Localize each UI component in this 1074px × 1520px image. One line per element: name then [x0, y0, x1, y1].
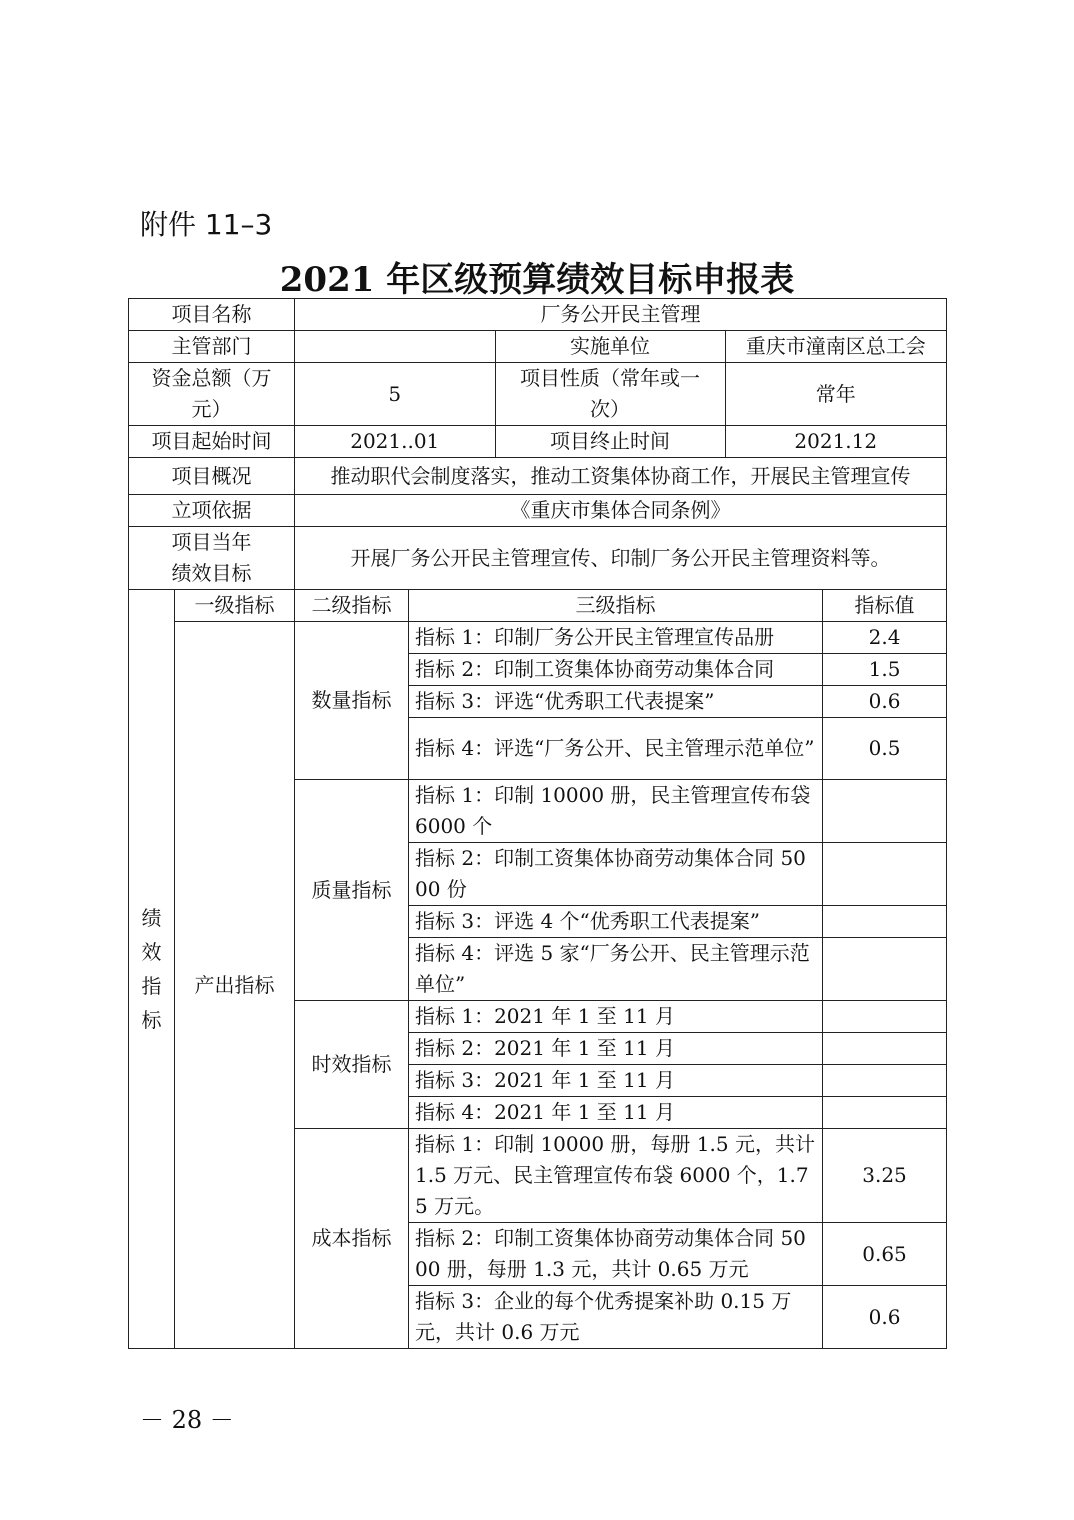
indicator-value	[823, 780, 947, 843]
goal-label: 项目当年绩效目标	[129, 527, 295, 590]
overview-label: 项目概况	[129, 458, 295, 495]
group-quality: 质量指标	[295, 780, 409, 1001]
end-label: 项目终止时间	[495, 426, 725, 457]
header-level3: 三级指标	[409, 590, 823, 622]
indicator-text: 指标 3：评选“优秀职工代表提案”	[409, 686, 823, 718]
indicator-text: 指标 2：印制工资集体协商劳动集体合同	[409, 654, 823, 686]
document-title: 2021 年区级预算绩效目标申报表	[279, 260, 795, 300]
header-value: 指标值	[823, 590, 947, 622]
indicator-text: 指标 2：印制工资集体协商劳动集体合同 5000 册，每册 1.3 元，共计 0.65 万元	[409, 1223, 823, 1286]
indicator-value: 0.6	[823, 1286, 947, 1349]
fund-value: 5	[295, 363, 495, 425]
nature-label: 项目性质（常年或一次）	[495, 363, 725, 425]
start-value: 2021..01	[295, 426, 495, 457]
nature-value: 常年	[725, 363, 946, 425]
indicator-text: 指标 1：印制厂务公开民主管理宣传品册	[409, 622, 823, 654]
indicator-text: 指标 4：评选 5 家“厂务公开、民主管理示范单位”	[409, 938, 823, 1001]
header-level1: 一级指标	[175, 590, 295, 622]
overview-value: 推动职代会制度落实，推动工资集体协商工作，开展民主管理宣传	[295, 458, 947, 495]
indicator-text: 指标 4：2021 年 1 至 11 月	[409, 1097, 823, 1129]
section-char: 指	[141, 974, 162, 998]
impl-value: 重庆市潼南区总工会	[725, 331, 946, 362]
indicator-text: 指标 1：印制 10000 册，每册 1.5 元，共计 1.5 万元、民主管理宣传布袋 6000 个，1.75 万元。	[409, 1129, 823, 1223]
fund-label: 资金总额（万元）	[129, 363, 295, 426]
indicator-text: 指标 4：评选“厂务公开、民主管理示范单位”	[409, 718, 823, 780]
indicator-text: 指标 1：2021 年 1 至 11 月	[409, 1001, 823, 1033]
indicator-text: 指标 3：评选 4 个“优秀职工代表提案”	[409, 906, 823, 938]
performance-indicator-section	[129, 590, 175, 1349]
dept-value	[295, 331, 495, 362]
section-char: 标	[141, 1008, 162, 1032]
basis-value: 《重庆市集体合同条例》	[295, 495, 947, 527]
basis-label: 立项依据	[129, 495, 295, 527]
indicator-value	[823, 938, 947, 1001]
fund-row-inner	[295, 363, 946, 425]
group-quantity: 数量指标	[295, 622, 409, 780]
indicator-value	[823, 906, 947, 938]
end-value: 2021.12	[725, 426, 946, 457]
project-name-value: 厂务公开民主管理	[295, 299, 947, 331]
indicator-value	[823, 1001, 947, 1033]
indicator-value	[823, 1033, 947, 1065]
indicator-value: 0.65	[823, 1223, 947, 1286]
page-number: － 28 －	[140, 1406, 234, 1434]
time-row-inner	[295, 426, 946, 457]
header-level2: 二级指标	[295, 590, 409, 622]
indicator-value	[823, 843, 947, 906]
indicator-value: 0.6	[823, 686, 947, 718]
section-char: 绩	[141, 906, 162, 930]
indicator-text: 指标 2：2021 年 1 至 11 月	[409, 1033, 823, 1065]
project-name-label: 项目名称	[129, 299, 295, 331]
goal-value: 开展厂务公开民主管理宣传、印制厂务公开民主管理资料等。	[295, 527, 947, 590]
indicator-value: 3.25	[823, 1129, 947, 1223]
impl-label: 实施单位	[495, 331, 725, 362]
indicator-value	[823, 1065, 947, 1097]
indicator-text: 指标 2：印制工资集体协商劳动集体合同 5000 份	[409, 843, 823, 906]
dept-label: 主管部门	[129, 331, 295, 363]
indicator-value: 0.5	[823, 718, 947, 780]
budget-target-table	[128, 298, 947, 1349]
indicator-text: 指标 3：2021 年 1 至 11 月	[409, 1065, 823, 1097]
start-label: 项目起始时间	[129, 426, 295, 458]
indicator-value: 1.5	[823, 654, 947, 686]
level1-output: 产出指标	[175, 622, 295, 1349]
indicator-text: 指标 3：企业的每个优秀提案补助 0.15 万元，共计 0.6 万元	[409, 1286, 823, 1349]
indicator-value	[823, 1097, 947, 1129]
group-cost: 成本指标	[295, 1129, 409, 1349]
dept-row-inner	[295, 331, 946, 362]
indicator-value: 2.4	[823, 622, 947, 654]
attachment-label: 附件 11–3	[140, 208, 273, 241]
indicator-text: 指标 1：印制 10000 册，民主管理宣传布袋 6000 个	[409, 780, 823, 843]
section-char: 效	[141, 940, 162, 964]
group-timeliness: 时效指标	[295, 1001, 409, 1129]
